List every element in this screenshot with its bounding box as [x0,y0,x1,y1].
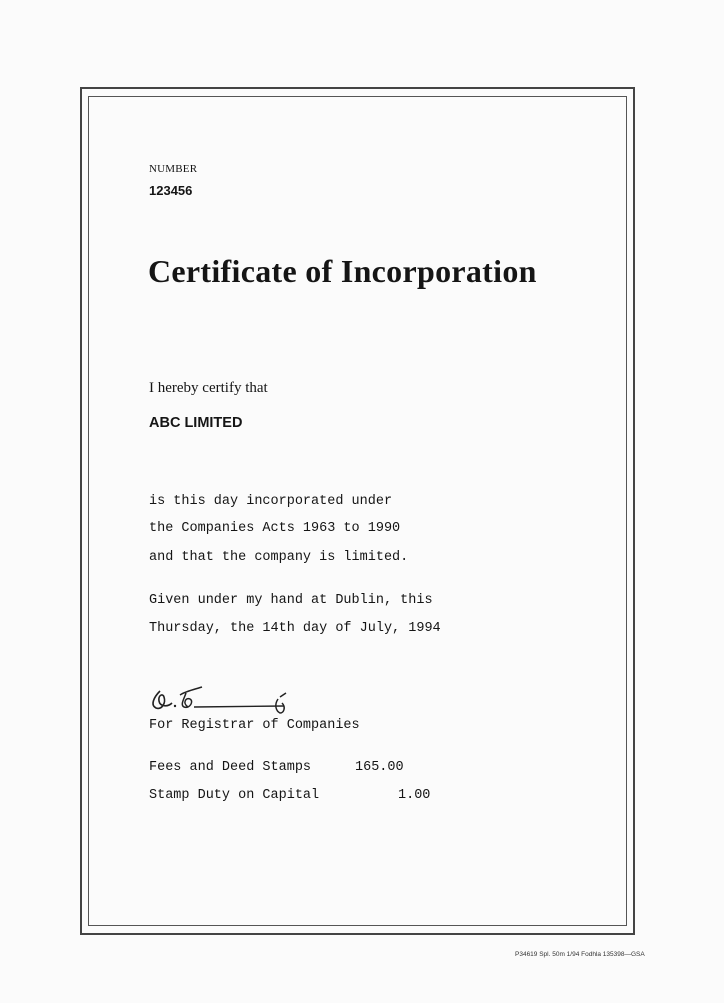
body-line: is this day incorporated under [149,494,393,509]
fee-amount: 165.00 [355,760,404,775]
certify-text: I hereby certify that [149,380,268,396]
body-line: the Companies Acts 1963 to 1990 [149,521,401,536]
body-line: Given under my hand at Dublin, this [149,593,433,608]
handwritten-signature [146,683,296,719]
certificate-title: Certificate of Incorporation [148,253,537,289]
print-code-footer: P34619 Spl. 50m 1/94 Fodhla 135398—GSA [515,951,645,958]
body-line: and that the company is limited. [149,550,409,565]
certificate-number: 123456 [149,183,193,198]
fee-amount: 1.00 [398,788,431,803]
fee-label: Stamp Duty on Capital [149,788,320,803]
body-line: Thursday, the 14th day of July, 1994 [149,621,441,636]
number-label: NUMBER [149,163,198,175]
fee-label: Fees and Deed Stamps [149,760,312,775]
company-name: ABC LIMITED [149,415,243,431]
registrar-caption: For Registrar of Companies [149,718,360,733]
